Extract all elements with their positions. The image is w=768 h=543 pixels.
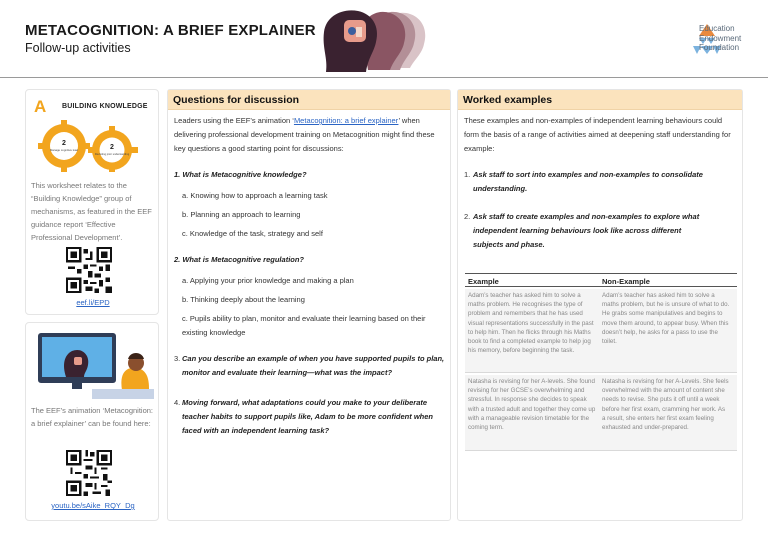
header-divider [0, 77, 768, 78]
gear-1 [38, 120, 90, 172]
table-cell-non-example: Adam’s teacher has asked him to solve a maths problem, but he is unsure of what to do. He grabs some manipulatives and begins to move them around, to appear busy. When this doesn’t help, he asks for a pass to use the toilet. [602, 292, 730, 346]
svg-text:2: 2 [110, 144, 114, 151]
column-header-example: Example [468, 277, 499, 286]
animation-link[interactable]: Metacognition: a brief explainer [293, 116, 399, 125]
step-1-number: 1. [464, 170, 471, 179]
table-cell-example: Natasha is revising for her A-levels. She found revising for her GCSE’s overwhelming and stressful. In response she decides to speak with a trusted adult and together they come up with a manageable revision timetable for the coming term. [468, 378, 596, 432]
table-row [465, 289, 737, 373]
mechanism-letter: A [34, 97, 47, 116]
step-2: Ask staff to create examples and non-examples to explore what independent learning behaviours look like across different subjects and phase. [473, 212, 700, 249]
svg-text:Revisiting prior understanding: Revisiting prior understanding [94, 153, 130, 156]
questions-heading: Questions for discussion [173, 94, 300, 106]
column-header-non-example: Non-Example [602, 277, 650, 286]
svg-text:2: 2 [62, 140, 66, 147]
eef-logo-text: Education Endowment Foundation [699, 24, 742, 52]
table-cell-non-example: Natasha is revising for her A-Levels. She feels overwhelmed with the amount of content she needs to revise. She puts it off until a week before her first exam, cramming her work. As a result, she enters her first exam feeling exhausted and under-prepared. [602, 378, 729, 432]
qr-code-icon [66, 247, 112, 293]
page-subtitle: Follow-up activities [25, 41, 131, 55]
animation-card [25, 322, 159, 521]
question-1: 1. What is Metacognitive knowledge? [174, 170, 307, 179]
gears-icon [34, 120, 154, 172]
question-3-number: 3. [174, 354, 181, 363]
sidebar [25, 89, 159, 521]
mechanism-title: BUILDING KNOWLEDGE [62, 103, 148, 110]
building-knowledge-card [25, 89, 159, 315]
question-1-b: b. Planning an approach to learning [182, 210, 301, 219]
question-2-c: c. Pupils ability to plan, monitor and evaluate their learning based on their existing knowledge [182, 314, 426, 337]
question-2-a: a. Applying your prior knowledge and making a plan [182, 276, 354, 285]
step-2-number: 2. [464, 212, 471, 221]
building-knowledge-description: This worksheet relates to the “Building Knowledge” group of mechanisms, as featured in the EEF guidance report ‘Effective Professional Development’. [31, 181, 152, 242]
table-cell-example: Adam’s teacher has asked him to solve a maths problem. He recognises the type of problem and remembers that he has used visual representations successfully in the past to help him. Then he flicks through his Maths book to find a completed example to help jog his memory, before beginning the task. [468, 292, 594, 355]
youtube-video-link[interactable]: youtu.be/sAike_RQY_Dg [51, 501, 135, 510]
worked-examples-panel [457, 89, 743, 521]
question-1-a: a. Knowing how to approach a learning task [182, 191, 328, 200]
worked-examples-intro: These examples and non-examples of independent learning behaviours could form the basis of a range of activities aimed at deepening staff understanding for example: [464, 116, 731, 153]
question-2: 2. What is Metacognitive regulation? [174, 255, 305, 264]
gear-2 [88, 126, 138, 172]
question-4: Moving forward, what adaptations could you make to your deliberate teacher habits to support pupils like, Adam to be more confident when faced with an independent learning task? [182, 398, 434, 435]
questions-intro: Leaders using the EEF’s animation ‘Metacognition: a brief explainer’ when delivering professional development training on Metacognition might find these key questions a good starting point for discussions: [174, 116, 435, 153]
questions-panel-header [168, 90, 450, 110]
question-3: Can you describe an example of when you have supported pupils to plan, monitor and evaluate their learning—what was the impact? [182, 354, 445, 377]
table-row [465, 375, 737, 451]
page-header [0, 0, 768, 78]
qr-code-icon [66, 450, 112, 496]
animation-description: The EEF’s animation ‘Metacognition: a brief explainer’ can be found here: [31, 406, 154, 428]
question-4-number: 4. [174, 398, 181, 407]
svg-text:Manage cognitive load: Manage cognitive load [50, 148, 78, 152]
worked-examples-header [458, 90, 742, 110]
question-2-b: b. Thinking deeply about the learning [182, 295, 305, 304]
eef-epd-link[interactable]: eef.li/EPD [76, 298, 110, 307]
table-header [465, 273, 737, 287]
questions-panel [167, 89, 451, 521]
worked-examples-heading: Worked examples [463, 94, 553, 106]
step-1: Ask staff to sort into examples and non-examples to consolidate understanding. [473, 170, 703, 193]
head-silhouette-illustration [318, 8, 448, 74]
question-1-c: c. Knowledge of the task, strategy and self [182, 229, 323, 238]
animation-illustration [32, 329, 154, 399]
page-title: METACOGNITION: A BRIEF EXPLAINER [25, 22, 316, 39]
